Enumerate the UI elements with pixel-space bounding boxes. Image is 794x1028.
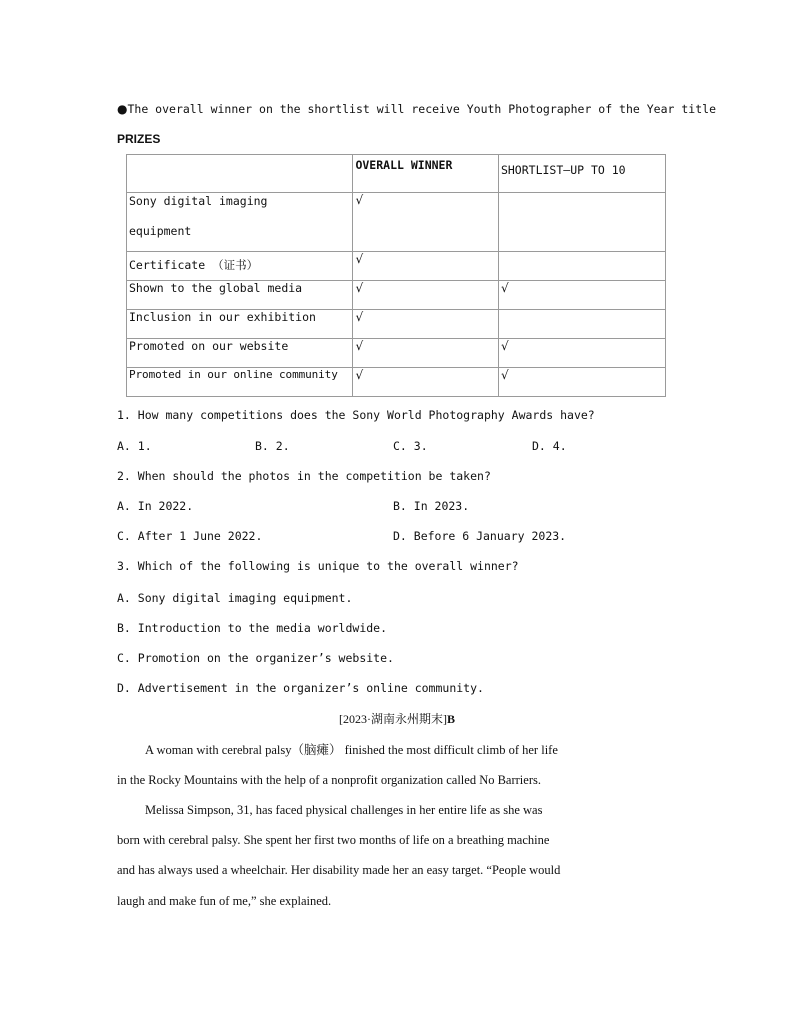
intro-bullet	[117, 101, 716, 117]
prize-name: Certificate （证书）	[127, 252, 353, 281]
bullet-icon: ●	[117, 102, 128, 116]
question-2: 2. When should the photos in the competition be taken?	[117, 469, 491, 483]
passage-line: born with cerebral palsy. She spent her first two months of life on a breathing machine	[117, 833, 550, 847]
question-1: 1. How many competitions does the Sony World Photography Awards have?	[117, 408, 595, 422]
q1-option-b: B. 2.	[255, 439, 290, 453]
overall-check-icon: √	[353, 193, 499, 252]
prize-name: Sony digital imaging equipment	[129, 194, 268, 238]
q2-option-d: D. Before 6 January 2023.	[393, 529, 567, 543]
passage-line: in the Rocky Mountains with the help of a nonprofit organization called No Barriers.	[117, 773, 541, 787]
q3-option-c: C. Promotion on the organizer’s website.	[117, 651, 394, 665]
prize-name: Inclusion in our exhibition	[127, 310, 353, 339]
intro-bullet-text: The overall winner on the shortlist will receive Youth Photographer of the Year title	[127, 102, 716, 116]
q1-option-d: D. 4.	[532, 439, 567, 453]
prizes-table	[126, 154, 666, 397]
table-row	[127, 252, 666, 281]
table-row	[127, 193, 666, 252]
passage-line: and has always used a wheelchair. Her disability made her an easy target. “People would	[117, 863, 561, 877]
q1-option-a: A. 1.	[117, 439, 152, 453]
passage-line: Melissa Simpson, 31, has faced physical challenges in her entire life as she was	[145, 803, 543, 817]
q2-option-b: B. In 2023.	[393, 499, 470, 513]
shortlist-check-icon: √	[498, 368, 665, 397]
prizes-heading: PRIZES	[117, 132, 161, 146]
overall-check-icon: √	[353, 252, 499, 281]
header-overall-winner: OVERALL WINNER	[353, 155, 499, 193]
overall-check-icon: √	[353, 281, 499, 310]
table-row	[127, 310, 666, 339]
shortlist-check-icon	[498, 252, 665, 281]
shortlist-check-icon	[498, 193, 665, 252]
question-3: 3. Which of the following is unique to the overall winner?	[117, 559, 519, 573]
q2-option-a: A. In 2022.	[117, 499, 194, 513]
section-letter: B	[446, 712, 455, 726]
q3-option-d: D. Advertisement in the organizer’s online community.	[117, 681, 484, 695]
overall-check-icon: √	[353, 310, 499, 339]
header-shortlist: SHORTLIST—UP TO 10	[498, 155, 665, 193]
prize-name: Promoted on our website	[127, 339, 353, 368]
shortlist-check-icon: √	[498, 281, 665, 310]
q3-option-a: A. Sony digital imaging equipment.	[117, 591, 353, 605]
passage-line: laugh and make fun of me,” she explained.	[117, 894, 332, 908]
q3-option-b: B. Introduction to the media worldwide.	[117, 621, 388, 635]
overall-check-icon: √	[353, 339, 499, 368]
prize-name: Promoted in our online community	[127, 368, 353, 397]
section-title	[0, 711, 794, 727]
section-source: [2023·湖南永州期末]	[338, 712, 447, 726]
table-row	[127, 339, 666, 368]
prize-name: Shown to the global media	[127, 281, 353, 310]
shortlist-check-icon: √	[498, 339, 665, 368]
shortlist-check-icon	[498, 310, 665, 339]
table-row	[127, 281, 666, 310]
prize-cell	[127, 193, 353, 252]
q1-option-c: C. 3.	[393, 439, 428, 453]
table-row	[127, 368, 666, 397]
passage-line: A woman with cerebral palsy（脑瘫） finished the most difficult climb of her life	[145, 743, 558, 757]
q2-option-c: C. After 1 June 2022.	[117, 529, 263, 543]
overall-check-icon: √	[353, 368, 499, 397]
